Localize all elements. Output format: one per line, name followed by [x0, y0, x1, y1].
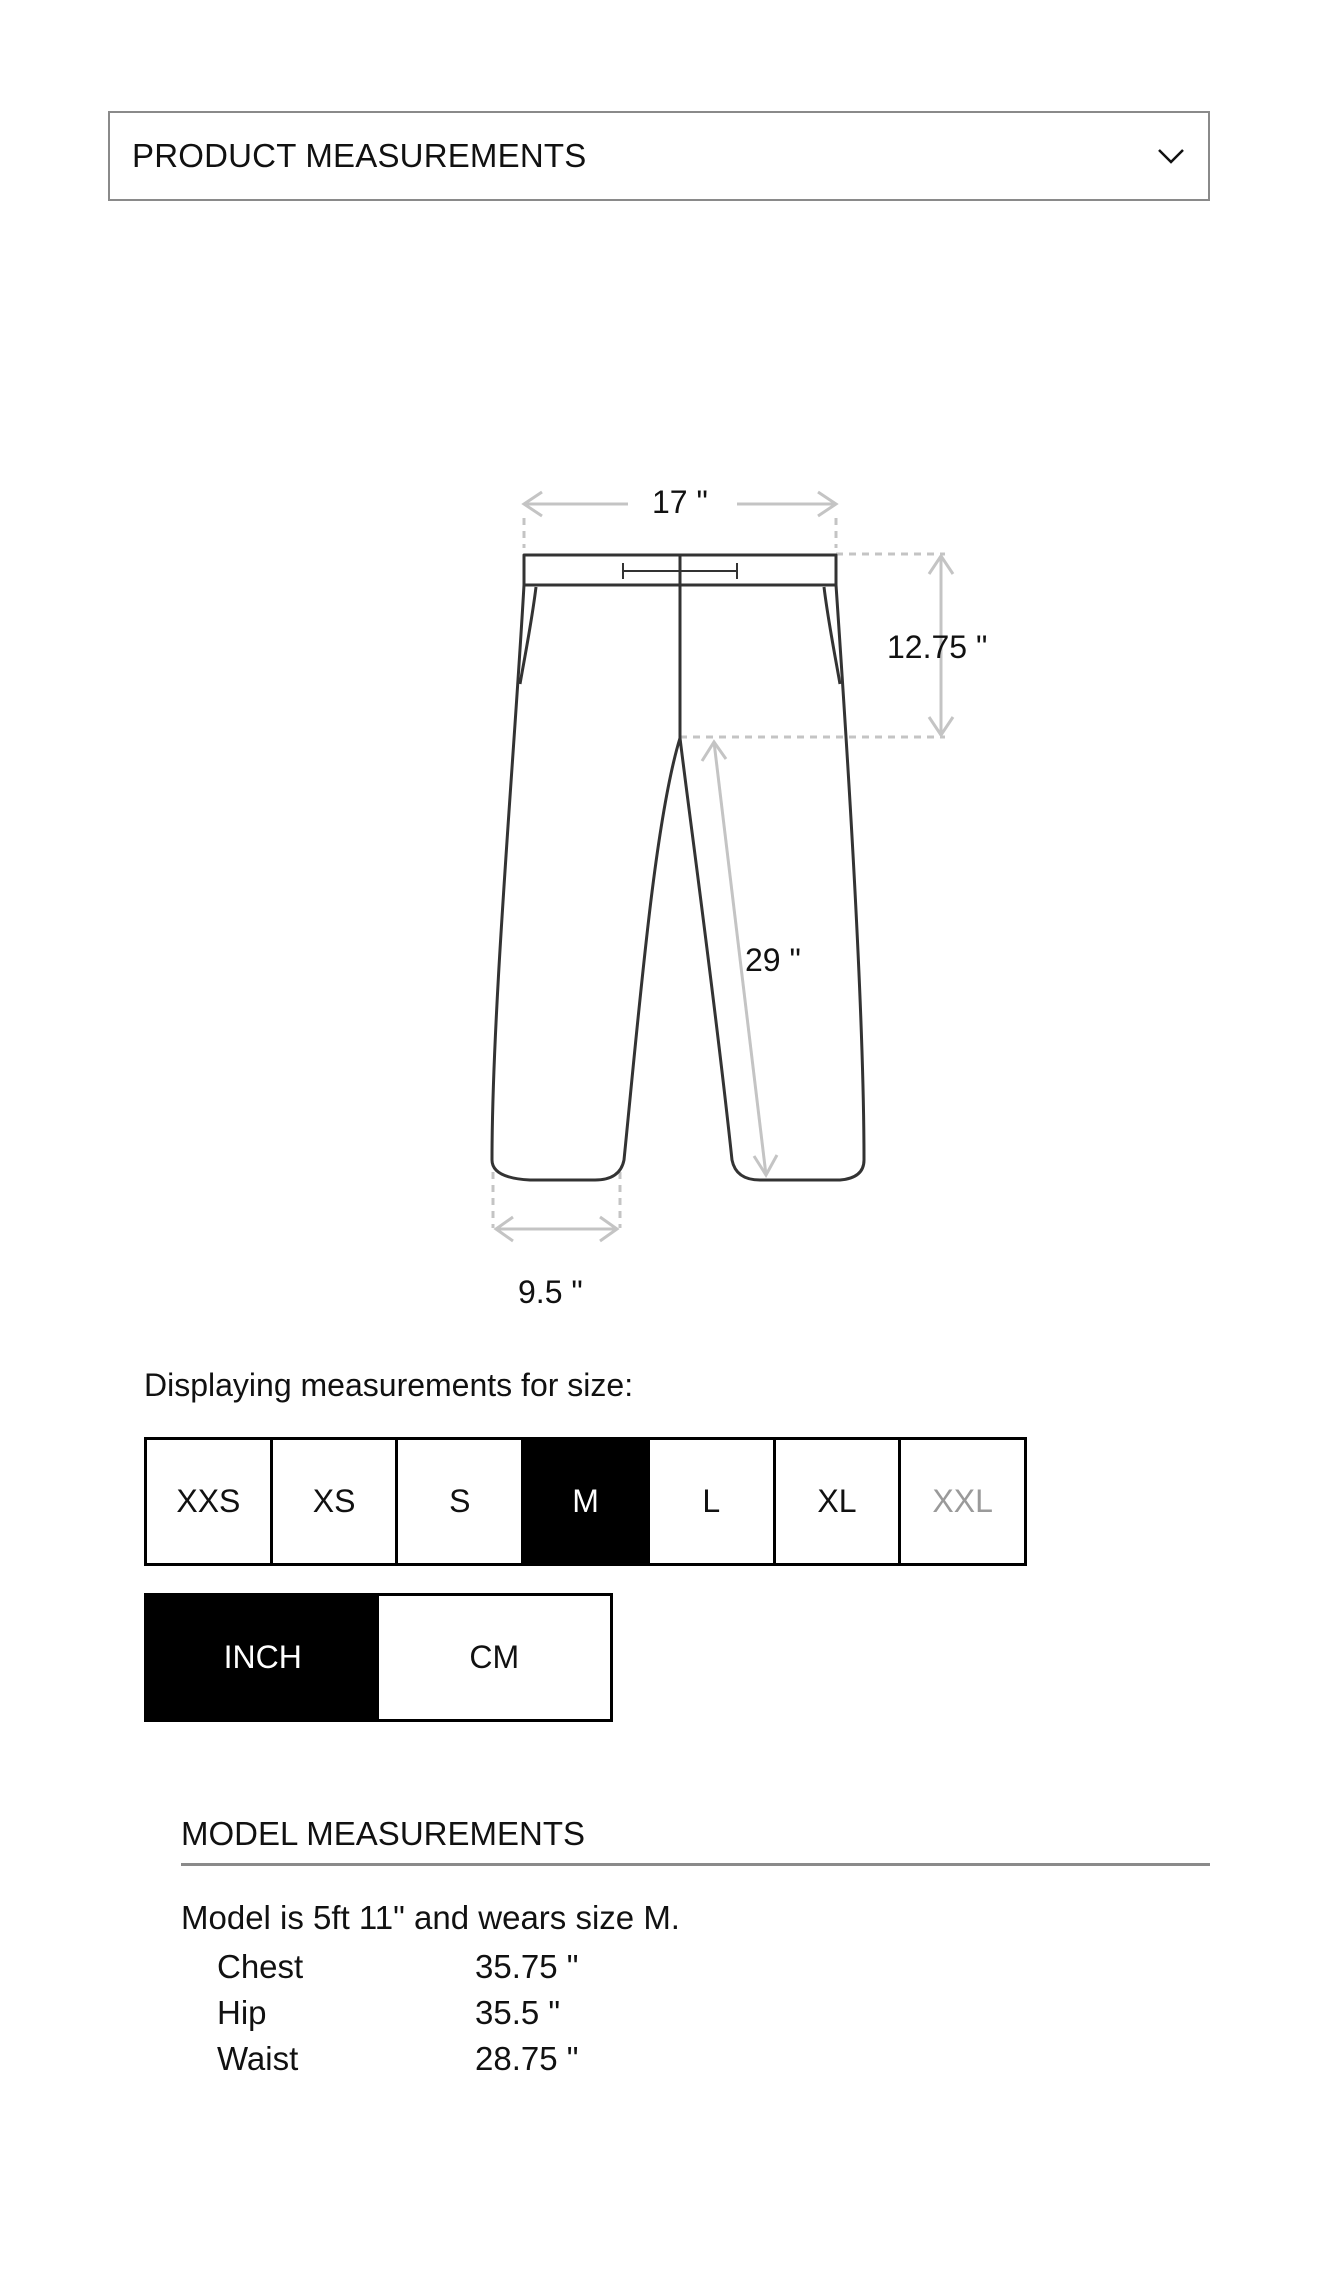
size-button-xs[interactable]: XS: [273, 1440, 399, 1563]
model-note: Model is 5ft 11" and wears size M.: [181, 1899, 680, 1936]
size-button-s[interactable]: S: [398, 1440, 524, 1563]
model-row-label: Hip: [217, 1994, 267, 2031]
leg-opening-label: 9.5 ": [518, 1274, 583, 1310]
size-button-xxl: XXL: [901, 1440, 1024, 1563]
model-row-waist: [217, 2036, 578, 2082]
unit-button-inch[interactable]: INCH: [147, 1596, 379, 1719]
size-button-l[interactable]: L: [650, 1440, 776, 1563]
model-row-label: Waist: [217, 2040, 299, 2077]
model-row-value: 35.75 ": [475, 1948, 579, 1985]
model-measurements-list: [217, 1944, 578, 2082]
product-measurements-accordion[interactable]: [108, 111, 1210, 201]
model-row-hip: [217, 1990, 578, 2036]
chevron-down-icon: [1156, 146, 1186, 166]
rise-label: 12.75 ": [887, 629, 988, 665]
model-row-label: Chest: [217, 1948, 304, 1985]
accordion-title: PRODUCT MEASUREMENTS: [132, 137, 587, 174]
inseam-label: 29 ": [745, 942, 801, 978]
model-row-chest: [217, 1944, 578, 1990]
pants-outline: [492, 555, 864, 1180]
model-measurements-heading: MODEL MEASUREMENTS: [181, 1815, 1210, 1866]
waist-width-label: 17 ": [652, 484, 708, 520]
size-button-xxs[interactable]: XXS: [147, 1440, 273, 1563]
model-row-value: 35.5 ": [475, 1994, 561, 2031]
model-row-value: 28.75 ": [475, 2040, 579, 2077]
dimension-guides: [493, 492, 953, 1241]
size-caption: Displaying measurements for size:: [144, 1367, 634, 1403]
size-button-m[interactable]: M: [524, 1440, 650, 1563]
size-button-xl[interactable]: XL: [776, 1440, 902, 1563]
unit-button-cm[interactable]: CM: [379, 1596, 611, 1719]
unit-toggle: [144, 1593, 613, 1722]
size-selector: [144, 1437, 1027, 1566]
